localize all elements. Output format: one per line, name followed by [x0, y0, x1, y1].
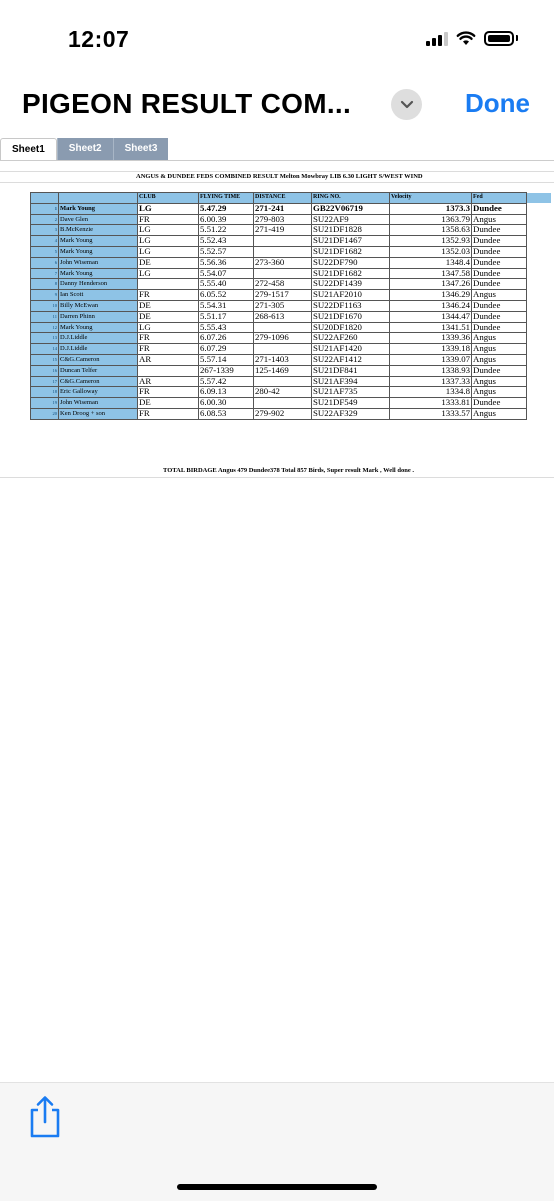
club-cell: FR — [138, 387, 199, 398]
velocity-cell: 1338.93 — [390, 365, 472, 376]
flying-time-cell: 5.56.36 — [199, 257, 254, 268]
velocity-cell: 1346.24 — [390, 300, 472, 311]
empty-cell — [527, 376, 551, 387]
document-title: PIGEON RESULT COM... — [22, 88, 352, 119]
ring-number-cell: SU21DF1682 — [312, 246, 390, 257]
table-row — [31, 354, 551, 365]
row-number: 12 — [31, 322, 59, 333]
fed-cell: Dundee — [472, 257, 527, 268]
fed-cell: Angus — [472, 354, 527, 365]
club-cell: LG — [138, 246, 199, 257]
distance-cell: 279-1096 — [254, 333, 312, 344]
fed-cell: Dundee — [472, 300, 527, 311]
player-name: Billy McEwan — [59, 300, 138, 311]
battery-tip — [516, 35, 518, 41]
cellular-signal-icon — [426, 30, 448, 46]
spreadsheet-view[interactable] — [0, 160, 554, 481]
table-row — [31, 279, 551, 290]
row-number: 11 — [31, 311, 59, 322]
velocity-cell: 1352.93 — [390, 236, 472, 247]
flying-time-cell: 6.00.39 — [199, 214, 254, 225]
player-name: Dave Glen — [59, 214, 138, 225]
row-number: 20 — [31, 408, 59, 419]
ring-number-cell: SU21AF394 — [312, 376, 390, 387]
empty-cell — [527, 225, 551, 236]
club-cell: FR — [138, 408, 199, 419]
status-bar — [0, 0, 554, 80]
row-number: 8 — [31, 279, 59, 290]
wifi-icon — [456, 31, 476, 46]
distance-cell: 279-902 — [254, 408, 312, 419]
ring-number-cell: SU22DF1439 — [312, 279, 390, 290]
flying-time-cell: 6.08.53 — [199, 408, 254, 419]
distance-cell — [254, 344, 312, 355]
empty-cell — [527, 354, 551, 365]
row-number: 17 — [31, 376, 59, 387]
club-cell: LG — [138, 268, 199, 279]
battery-icon — [484, 31, 514, 46]
table-row — [31, 246, 551, 257]
distance-cell — [254, 322, 312, 333]
tab-sheet1[interactable]: Sheet1 — [0, 138, 57, 160]
flying-time-cell: 6.09.13 — [199, 387, 254, 398]
player-name: C&G.Cameron — [59, 354, 138, 365]
flying-time-cell: 6.07.29 — [199, 344, 254, 355]
distance-cell: 125-1469 — [254, 365, 312, 376]
empty-cell — [527, 365, 551, 376]
results-table — [30, 192, 551, 420]
ring-number-cell: SU21AF735 — [312, 387, 390, 398]
player-name: Darren Phinn — [59, 311, 138, 322]
row-number: 15 — [31, 354, 59, 365]
velocity-cell: 1346.29 — [390, 290, 472, 301]
player-name: D.J.Liddle — [59, 333, 138, 344]
flying-time-cell: 5.51.17 — [199, 311, 254, 322]
fed-cell: Angus — [472, 214, 527, 225]
table-row — [31, 322, 551, 333]
flying-time-cell: 5.55.40 — [199, 279, 254, 290]
header-cell — [59, 193, 138, 204]
table-row — [31, 290, 551, 301]
fed-cell: Angus — [472, 387, 527, 398]
ring-number-cell: SU21DF549 — [312, 398, 390, 409]
empty-cell — [527, 311, 551, 322]
velocity-cell: 1348.4 — [390, 257, 472, 268]
distance-cell — [254, 376, 312, 387]
velocity-cell: 1344.47 — [390, 311, 472, 322]
row-number: 1 — [31, 203, 59, 214]
fed-cell: Angus — [472, 290, 527, 301]
flying-time-cell: 5.51.22 — [199, 225, 254, 236]
player-name: D.J.Liddle — [59, 344, 138, 355]
player-name: Duncan Telfer — [59, 365, 138, 376]
velocity-cell: 1358.63 — [390, 225, 472, 236]
header-distance: DISTANCE — [254, 193, 312, 204]
table-row — [31, 365, 551, 376]
fed-cell: Angus — [472, 333, 527, 344]
velocity-cell: 1333.81 — [390, 398, 472, 409]
row-number: 19 — [31, 398, 59, 409]
flying-time-cell: 5.47.29 — [199, 203, 254, 214]
player-name: Ian Scott — [59, 290, 138, 301]
club-cell: LG — [138, 322, 199, 333]
velocity-cell: 1347.26 — [390, 279, 472, 290]
club-cell: LG — [138, 203, 199, 214]
empty-cell — [527, 300, 551, 311]
empty-cell — [527, 398, 551, 409]
velocity-cell: 1352.03 — [390, 246, 472, 257]
distance-cell — [254, 246, 312, 257]
player-name: Mark Young — [59, 203, 138, 214]
header-cell — [527, 193, 551, 204]
fed-cell: Dundee — [472, 236, 527, 247]
fed-cell: Dundee — [472, 268, 527, 279]
row-number: 7 — [31, 268, 59, 279]
velocity-cell: 1347.58 — [390, 268, 472, 279]
gridline — [0, 171, 554, 172]
distance-cell: 271-305 — [254, 300, 312, 311]
fed-cell: Dundee — [472, 225, 527, 236]
sheet-heading: ANGUS & DUNDEE FEDS COMBINED RESULT Melton Mowbray LIB 6.30 LIGHT S/WEST WIND — [136, 173, 423, 180]
flying-time-cell: 6.05.52 — [199, 290, 254, 301]
empty-cell — [527, 279, 551, 290]
player-name: B.McKenzie — [59, 225, 138, 236]
player-name: Mark Young — [59, 246, 138, 257]
table-row — [31, 257, 551, 268]
player-name: Mark Young — [59, 322, 138, 333]
club-cell: AR — [138, 376, 199, 387]
done-button[interactable]: Done — [465, 88, 530, 118]
table-row — [31, 203, 551, 214]
player-name: John Wiseman — [59, 257, 138, 268]
ring-number-cell: SU21DF841 — [312, 365, 390, 376]
empty-cell — [527, 344, 551, 355]
club-cell: DE — [138, 398, 199, 409]
player-name: Danny Henderson — [59, 279, 138, 290]
flying-time-cell: 5.57.42 — [199, 376, 254, 387]
header-fed: Fed — [472, 193, 527, 204]
velocity-cell: 1333.57 — [390, 408, 472, 419]
header-club: CLUB — [138, 193, 199, 204]
flying-time-cell: 6.00.30 — [199, 398, 254, 409]
distance-cell: 273-360 — [254, 257, 312, 268]
table-row — [31, 344, 551, 355]
empty-cell — [527, 203, 551, 214]
club-cell: DE — [138, 257, 199, 268]
flying-time-cell: 5.54.31 — [199, 300, 254, 311]
ring-number-cell: SU21AF2010 — [312, 290, 390, 301]
club-cell — [138, 279, 199, 290]
header-flying-time: FLYING TIME — [199, 193, 254, 204]
home-indicator — [177, 1184, 377, 1190]
fed-cell: Dundee — [472, 279, 527, 290]
fed-cell: Dundee — [472, 246, 527, 257]
table-row — [31, 225, 551, 236]
row-number: 3 — [31, 225, 59, 236]
player-name: Eric Galloway — [59, 387, 138, 398]
tab-sheet3[interactable]: Sheet3 — [113, 138, 169, 160]
fed-cell: Dundee — [472, 322, 527, 333]
empty-cell — [527, 387, 551, 398]
ring-number-cell: SU20DF1820 — [312, 322, 390, 333]
distance-cell: 279-803 — [254, 214, 312, 225]
flying-time-cell: 5.52.57 — [199, 246, 254, 257]
club-cell: AR — [138, 354, 199, 365]
gridline — [0, 477, 554, 478]
flying-time-cell: 5.52.43 — [199, 236, 254, 247]
table-row — [31, 300, 551, 311]
status-time: 12:07 — [68, 26, 130, 52]
table-row — [31, 311, 551, 322]
header-ring-no: RING NO. — [312, 193, 390, 204]
velocity-cell: 1363.79 — [390, 214, 472, 225]
fed-cell: Dundee — [472, 398, 527, 409]
club-cell: FR — [138, 290, 199, 301]
row-number: 6 — [31, 257, 59, 268]
distance-cell — [254, 268, 312, 279]
distance-cell: 268-613 — [254, 311, 312, 322]
table-row — [31, 268, 551, 279]
club-cell: FR — [138, 333, 199, 344]
empty-cell — [527, 290, 551, 301]
player-name: Mark Young — [59, 268, 138, 279]
ring-number-cell: SU22DF1163 — [312, 300, 390, 311]
flying-time-cell: 5.54.07 — [199, 268, 254, 279]
fed-cell: Angus — [472, 344, 527, 355]
row-number: 2 — [31, 214, 59, 225]
player-name: Ken Droog + son — [59, 408, 138, 419]
club-cell: FR — [138, 344, 199, 355]
ring-number-cell: SU22AF329 — [312, 408, 390, 419]
player-name: C&G.Cameron — [59, 376, 138, 387]
distance-cell — [254, 236, 312, 247]
fed-cell: Dundee — [472, 365, 527, 376]
distance-cell — [254, 398, 312, 409]
player-name: John Wiseman — [59, 398, 138, 409]
fed-cell: Dundee — [472, 203, 527, 214]
total-birdage: TOTAL BIRDAGE Angus 479 Dundee378 Total 857 Birds, Super result Mark , Well done . — [163, 467, 414, 474]
ring-number-cell: SU21DF1670 — [312, 311, 390, 322]
sheet-tabs — [0, 138, 168, 160]
fed-cell: Angus — [472, 408, 527, 419]
distance-cell: 272-458 — [254, 279, 312, 290]
ring-number-cell: SU21DF1682 — [312, 268, 390, 279]
chevron-down-icon — [400, 100, 414, 109]
velocity-cell: 1339.36 — [390, 333, 472, 344]
header-cell — [31, 193, 59, 204]
table-row — [31, 236, 551, 247]
row-number: 5 — [31, 246, 59, 257]
row-number: 13 — [31, 333, 59, 344]
table-row — [31, 387, 551, 398]
ring-number-cell: SU22AF9 — [312, 214, 390, 225]
distance-cell: 271-241 — [254, 203, 312, 214]
distance-cell: 279-1517 — [254, 290, 312, 301]
share-button[interactable] — [27, 1094, 63, 1140]
table-header-row — [31, 193, 551, 204]
flying-time-cell: 6.07.26 — [199, 333, 254, 344]
empty-cell — [527, 322, 551, 333]
distance-cell: 271-1403 — [254, 354, 312, 365]
player-name: Mark Young — [59, 236, 138, 247]
header-velocity: Velocity — [390, 193, 472, 204]
row-number: 10 — [31, 300, 59, 311]
empty-cell — [527, 333, 551, 344]
ring-number-cell: SU22AF260 — [312, 333, 390, 344]
flying-time-cell: 5.55.43 — [199, 322, 254, 333]
empty-cell — [527, 408, 551, 419]
ring-number-cell: SU21AF1420 — [312, 344, 390, 355]
table-row — [31, 408, 551, 419]
empty-cell — [527, 214, 551, 225]
club-cell: DE — [138, 311, 199, 322]
club-cell: FR — [138, 214, 199, 225]
velocity-cell: 1334.8 — [390, 387, 472, 398]
empty-cell — [527, 257, 551, 268]
ring-number-cell: GB22V06719 — [312, 203, 390, 214]
empty-cell — [527, 268, 551, 279]
fed-cell: Dundee — [472, 311, 527, 322]
velocity-cell: 1339.18 — [390, 344, 472, 355]
flying-time-cell: 5.57.14 — [199, 354, 254, 365]
flying-time-cell: 267-1339 — [199, 365, 254, 376]
table-row — [31, 214, 551, 225]
ring-number-cell: SU22DF790 — [312, 257, 390, 268]
fed-cell: Angus — [472, 376, 527, 387]
distance-cell: 280-42 — [254, 387, 312, 398]
velocity-cell: 1337.33 — [390, 376, 472, 387]
distance-cell: 271-419 — [254, 225, 312, 236]
club-cell: LG — [138, 225, 199, 236]
table-row — [31, 376, 551, 387]
velocity-cell: 1339.07 — [390, 354, 472, 365]
table-row — [31, 333, 551, 344]
club-cell: LG — [138, 236, 199, 247]
ring-number-cell: SU22AF1412 — [312, 354, 390, 365]
ring-number-cell: SU21DF1828 — [312, 225, 390, 236]
status-icons — [426, 30, 518, 46]
row-number: 18 — [31, 387, 59, 398]
gridline — [0, 182, 554, 183]
row-number: 16 — [31, 365, 59, 376]
title-menu-button[interactable] — [391, 89, 422, 120]
empty-cell — [527, 236, 551, 247]
share-icon — [27, 1094, 63, 1140]
velocity-cell: 1373.3 — [390, 203, 472, 214]
club-cell — [138, 365, 199, 376]
tab-sheet2[interactable]: Sheet2 — [57, 138, 113, 160]
row-number: 14 — [31, 344, 59, 355]
velocity-cell: 1341.51 — [390, 322, 472, 333]
row-number: 4 — [31, 236, 59, 247]
table-row — [31, 398, 551, 409]
ring-number-cell: SU21DF1467 — [312, 236, 390, 247]
club-cell: DE — [138, 300, 199, 311]
empty-cell — [527, 246, 551, 257]
row-number: 9 — [31, 290, 59, 301]
